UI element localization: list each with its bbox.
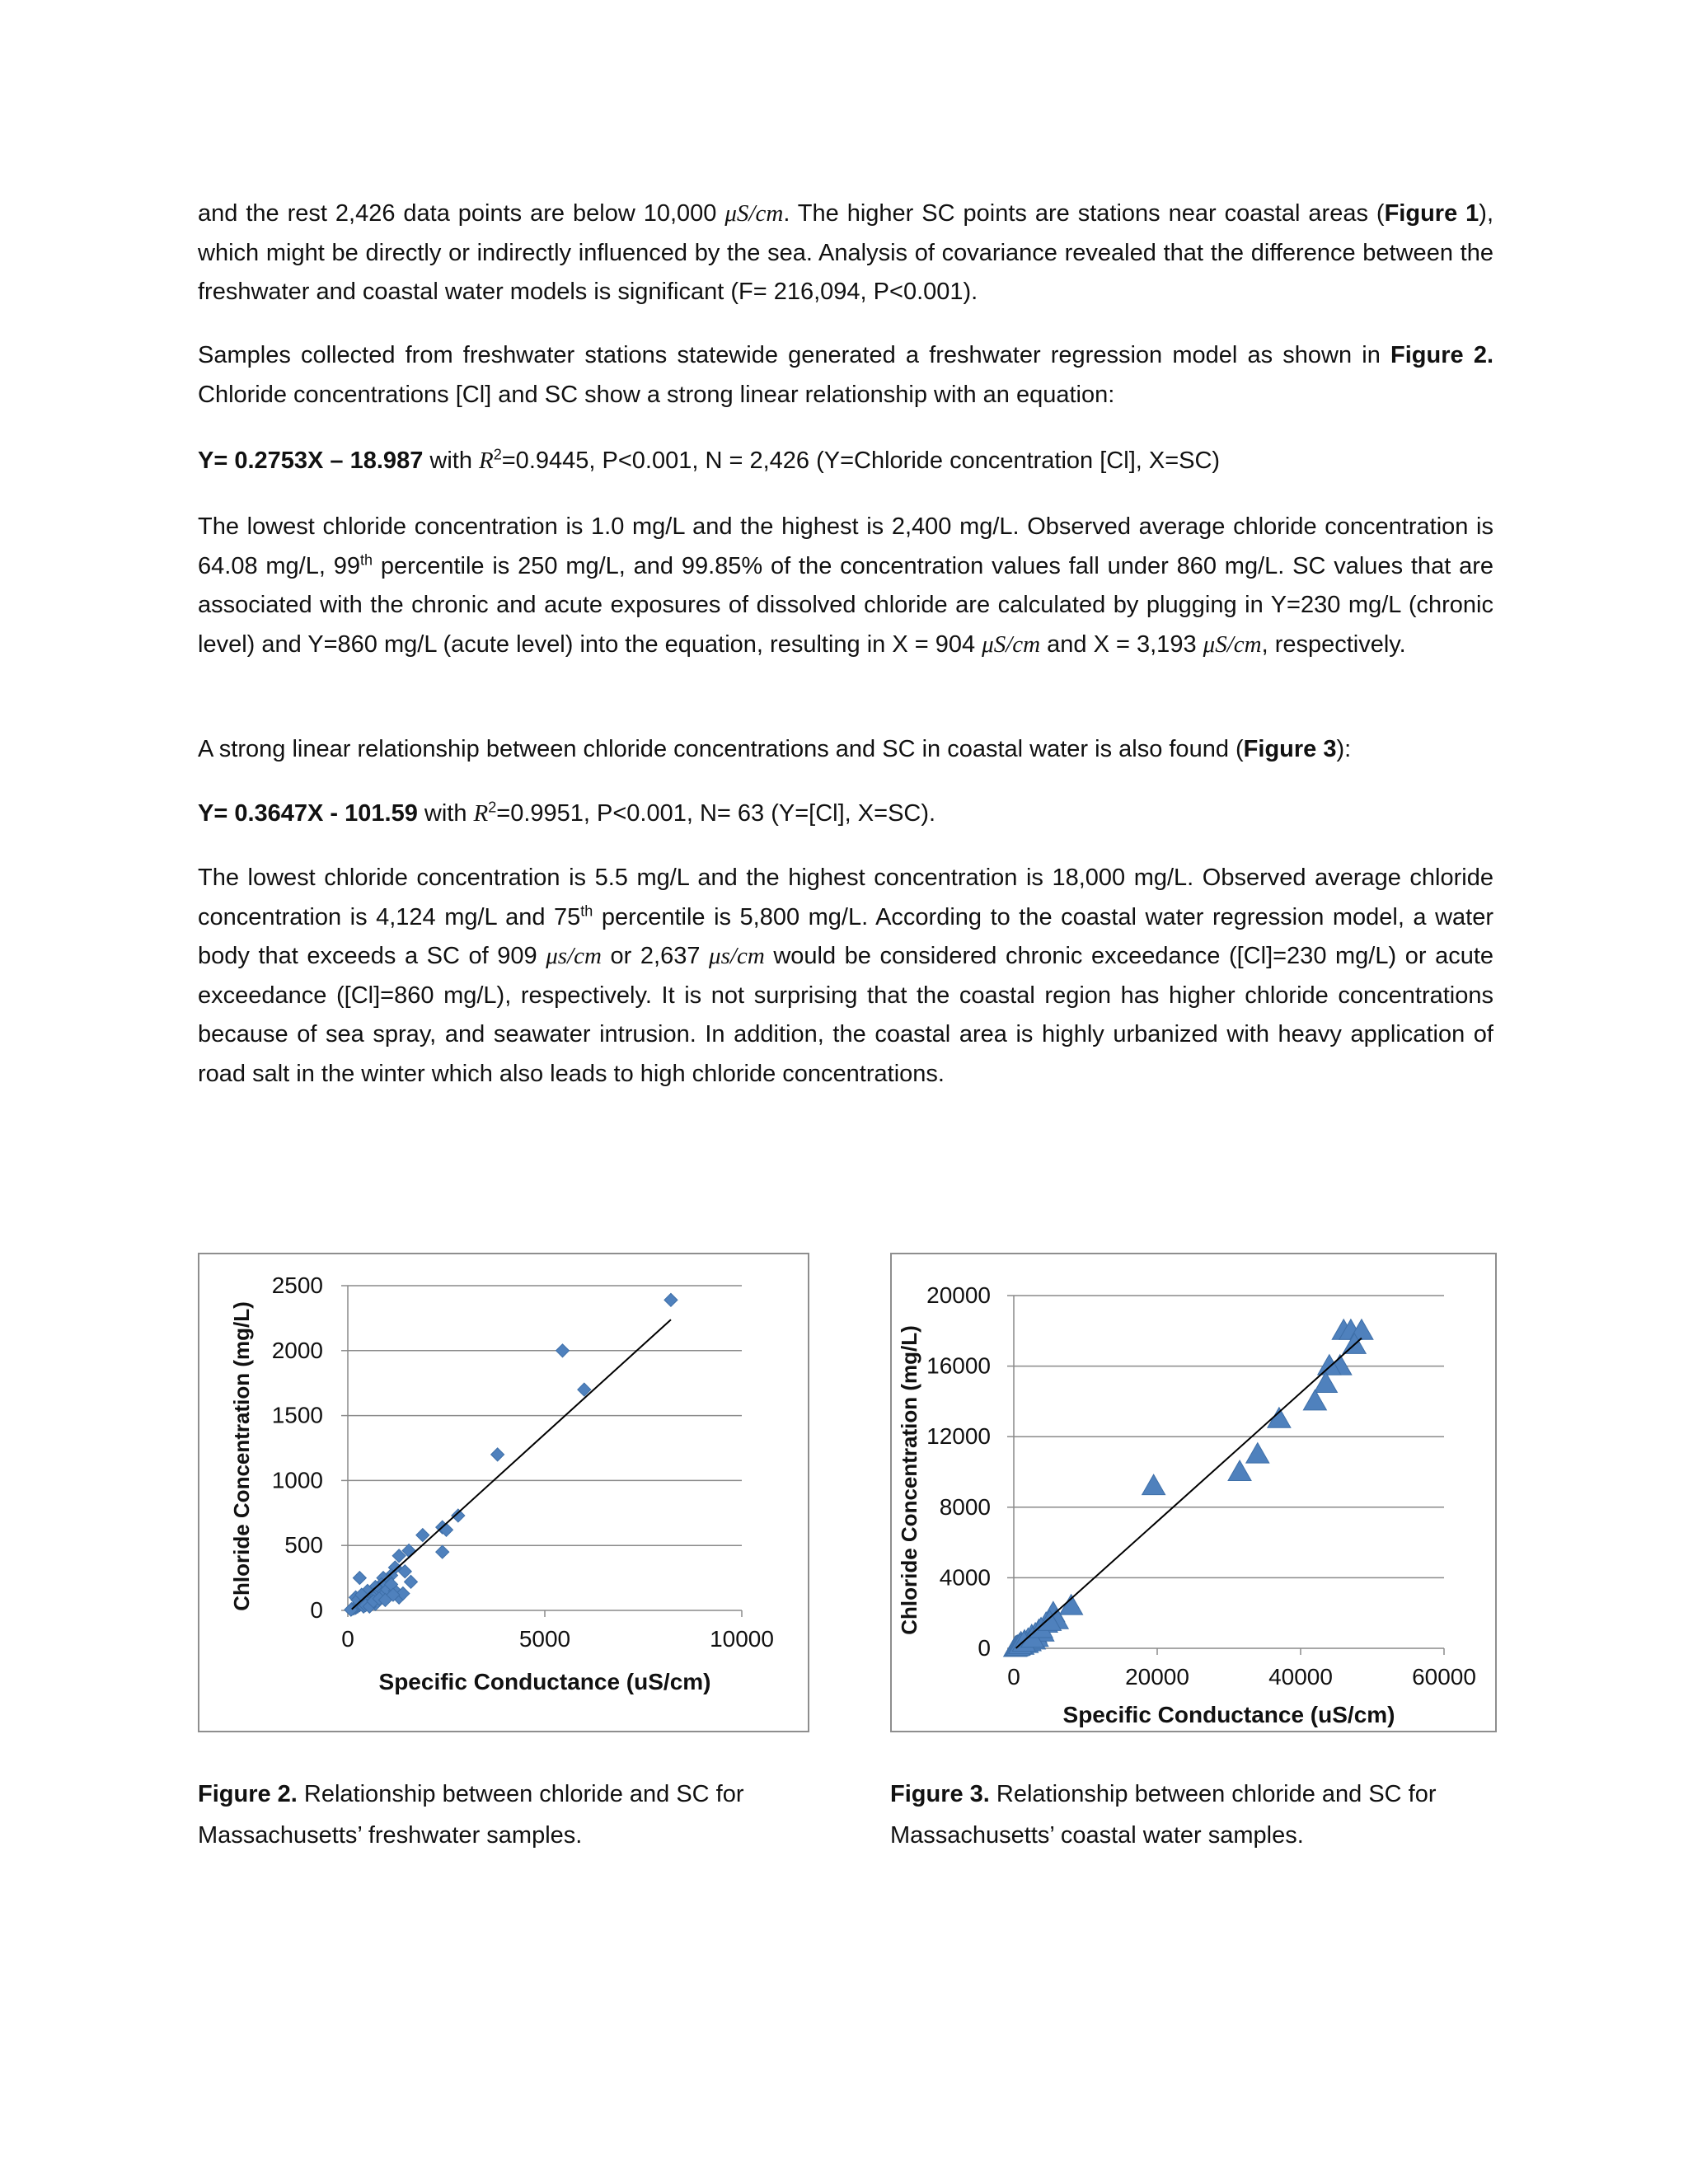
text: =0.9951, P<0.001, N= 63 (Y=[Cl], X=SC). (496, 800, 936, 827)
unit-math: μS/cm (982, 630, 1041, 658)
text: Chloride concentrations [Cl] and SC show a strong linear relationship with an equation: (198, 381, 1115, 408)
superscript: th (580, 902, 593, 919)
y-axis-label: Chloride Concentration (mg/L) (229, 1301, 254, 1611)
x-tick-label: 60000 (1412, 1664, 1476, 1690)
unit-math: μS/cm (724, 200, 784, 227)
y-tick-label: 16000 (926, 1352, 991, 1379)
caption-text: Relationship between chloride and SC for Massachusetts’ freshwater samples. (198, 1781, 744, 1849)
x-tick-label: 20000 (1125, 1664, 1189, 1690)
text: ), which might be directly or indirectly influenced by the sea. Analysis of covariance revealed that the difference between the freshwater and coastal water models is significant (F= 216,094, P<0.001). (198, 200, 1493, 305)
y-tick-label: 20000 (926, 1282, 991, 1308)
text: , respectively. (1261, 630, 1406, 658)
caption-text: Relationship between chloride and SC for Massachusetts’ coastal water samples. (890, 1781, 1437, 1849)
y-tick-label: 1000 (271, 1467, 323, 1493)
y-tick-label: 2000 (271, 1337, 323, 1363)
unit-math: μs/cm (546, 943, 602, 969)
equation-2 (198, 794, 1493, 834)
text: and the rest 2,426 data points are below 10,000 (198, 200, 725, 227)
caption-label: Figure 3. (890, 1781, 990, 1807)
data-point (1142, 1474, 1165, 1495)
text: would be considered chronic exceedance ([Cl]=230 mg/L) or acute exceedance ([Cl]=860 mg/L), respectively. It is not surprising that the coastal region has higher chloride concentrations because of sea spray, and seawater intrusion. In addition, the coastal area is highly urbanized with heavy application of road salt in the winter which also leads to high chloride concentrations. (198, 943, 1494, 1087)
paragraph-5 (198, 859, 1493, 1094)
equation: Y= 0.2753X – 18.987 (198, 448, 424, 474)
text: =0.9445, P<0.001, N = 2,426 (Y=Chloride concentration [Cl], X=SC) (501, 448, 1221, 474)
trendline (352, 1319, 671, 1609)
figure-ref: Figure 2. (1390, 342, 1493, 368)
x-axis-label: Specific Conductance (uS/cm) (378, 1669, 711, 1694)
y-tick-label: 1500 (271, 1402, 323, 1428)
data-point (1060, 1595, 1083, 1615)
r-symbol: R (473, 800, 489, 827)
x-tick-label: 40000 (1268, 1664, 1333, 1690)
data-point (1314, 1372, 1337, 1393)
paragraph-3 (198, 508, 1493, 664)
data-point (353, 1572, 366, 1585)
text: and X = 3,193 (1040, 630, 1203, 658)
unit-math: μS/cm (1203, 630, 1262, 658)
superscript: 2 (488, 799, 497, 816)
y-tick-label: 0 (978, 1635, 991, 1661)
text: with (423, 448, 480, 474)
x-axis-label: Specific Conductance (uS/cm) (1062, 1702, 1395, 1727)
text: The lowest chloride concentration is 1.0 mg/L and the highest is 2,400 mg/L. Observed average chloride concentration is 64.08 mg/L, 99 (198, 513, 1493, 579)
y-tick-label: 4000 (939, 1564, 991, 1591)
text: percentile is 250 mg/L, and 99.85% of the concentration values fall under 860 mg/L. SC values that are associated with the chronic and acute exposures of dissolved chloride are calculated by plugging in Y=230 mg/L (chronic level) and Y=860 mg/L (acute level) into the equation, resulting in X = 904 (198, 552, 1493, 658)
y-tick-label: 12000 (926, 1423, 991, 1450)
x-tick-label: 0 (341, 1626, 354, 1652)
y-tick-label: 500 (284, 1532, 323, 1558)
data-point (452, 1509, 465, 1522)
y-tick-label: 8000 (939, 1493, 991, 1520)
caption-label: Figure 2. (198, 1781, 298, 1807)
figure-3-chart (890, 1253, 1497, 1732)
trendline (1016, 1338, 1362, 1648)
data-point (1303, 1390, 1326, 1410)
r-symbol: R (479, 448, 494, 474)
data-point (1268, 1408, 1291, 1428)
text: with (417, 800, 474, 827)
data-point (491, 1448, 504, 1461)
text: or 2,637 (601, 943, 710, 969)
equation: Y= 0.3647X - 101.59 (198, 800, 418, 827)
text: percentile is 5,800 mg/L. According to the coastal water regression model, a water body that exceeds a SC of 909 (198, 903, 1494, 969)
paragraph-1 (198, 194, 1493, 312)
superscript: th (359, 551, 373, 568)
figure-ref: Figure 1 (1384, 200, 1479, 227)
text: The lowest chloride concentration is 5.5 mg/L and the highest concentration is 18,000 mg/L. Observed average chloride concentration is 4,124 mg/L and 75 (198, 865, 1493, 930)
y-axis-label: Chloride Concentration (mg/L) (897, 1325, 921, 1635)
data-point (1228, 1460, 1251, 1481)
chart-svg (892, 1254, 1495, 1731)
y-tick-label: 0 (310, 1597, 323, 1623)
chart-svg (199, 1254, 808, 1731)
data-point (436, 1545, 449, 1558)
x-tick-label: 5000 (518, 1626, 571, 1652)
x-tick-label: 10000 (710, 1626, 774, 1652)
data-point (1246, 1443, 1269, 1464)
text: Samples collected from freshwater stations statewide generated a freshwater regression model as shown in (198, 342, 1391, 368)
text: . The higher SC points are stations near coastal areas ( (783, 200, 1385, 227)
text: A strong linear relationship between chloride concentrations and SC in coastal water is also found ( (198, 736, 1244, 762)
unit-math: μs/cm (709, 943, 765, 969)
figure-ref: Figure 3 (1243, 736, 1337, 762)
figure-2-caption (198, 1774, 808, 1856)
figure-3-caption (890, 1774, 1500, 1856)
figure-2-chart (198, 1253, 809, 1732)
equation-1 (198, 442, 1493, 481)
data-point (664, 1293, 678, 1306)
superscript: 2 (493, 446, 502, 463)
x-tick-label: 0 (1007, 1664, 1020, 1690)
y-tick-label: 2500 (271, 1272, 323, 1298)
paragraph-4 (198, 730, 1493, 770)
text: ): (1336, 736, 1352, 762)
paragraph-2 (198, 336, 1493, 415)
data-point (556, 1344, 570, 1357)
